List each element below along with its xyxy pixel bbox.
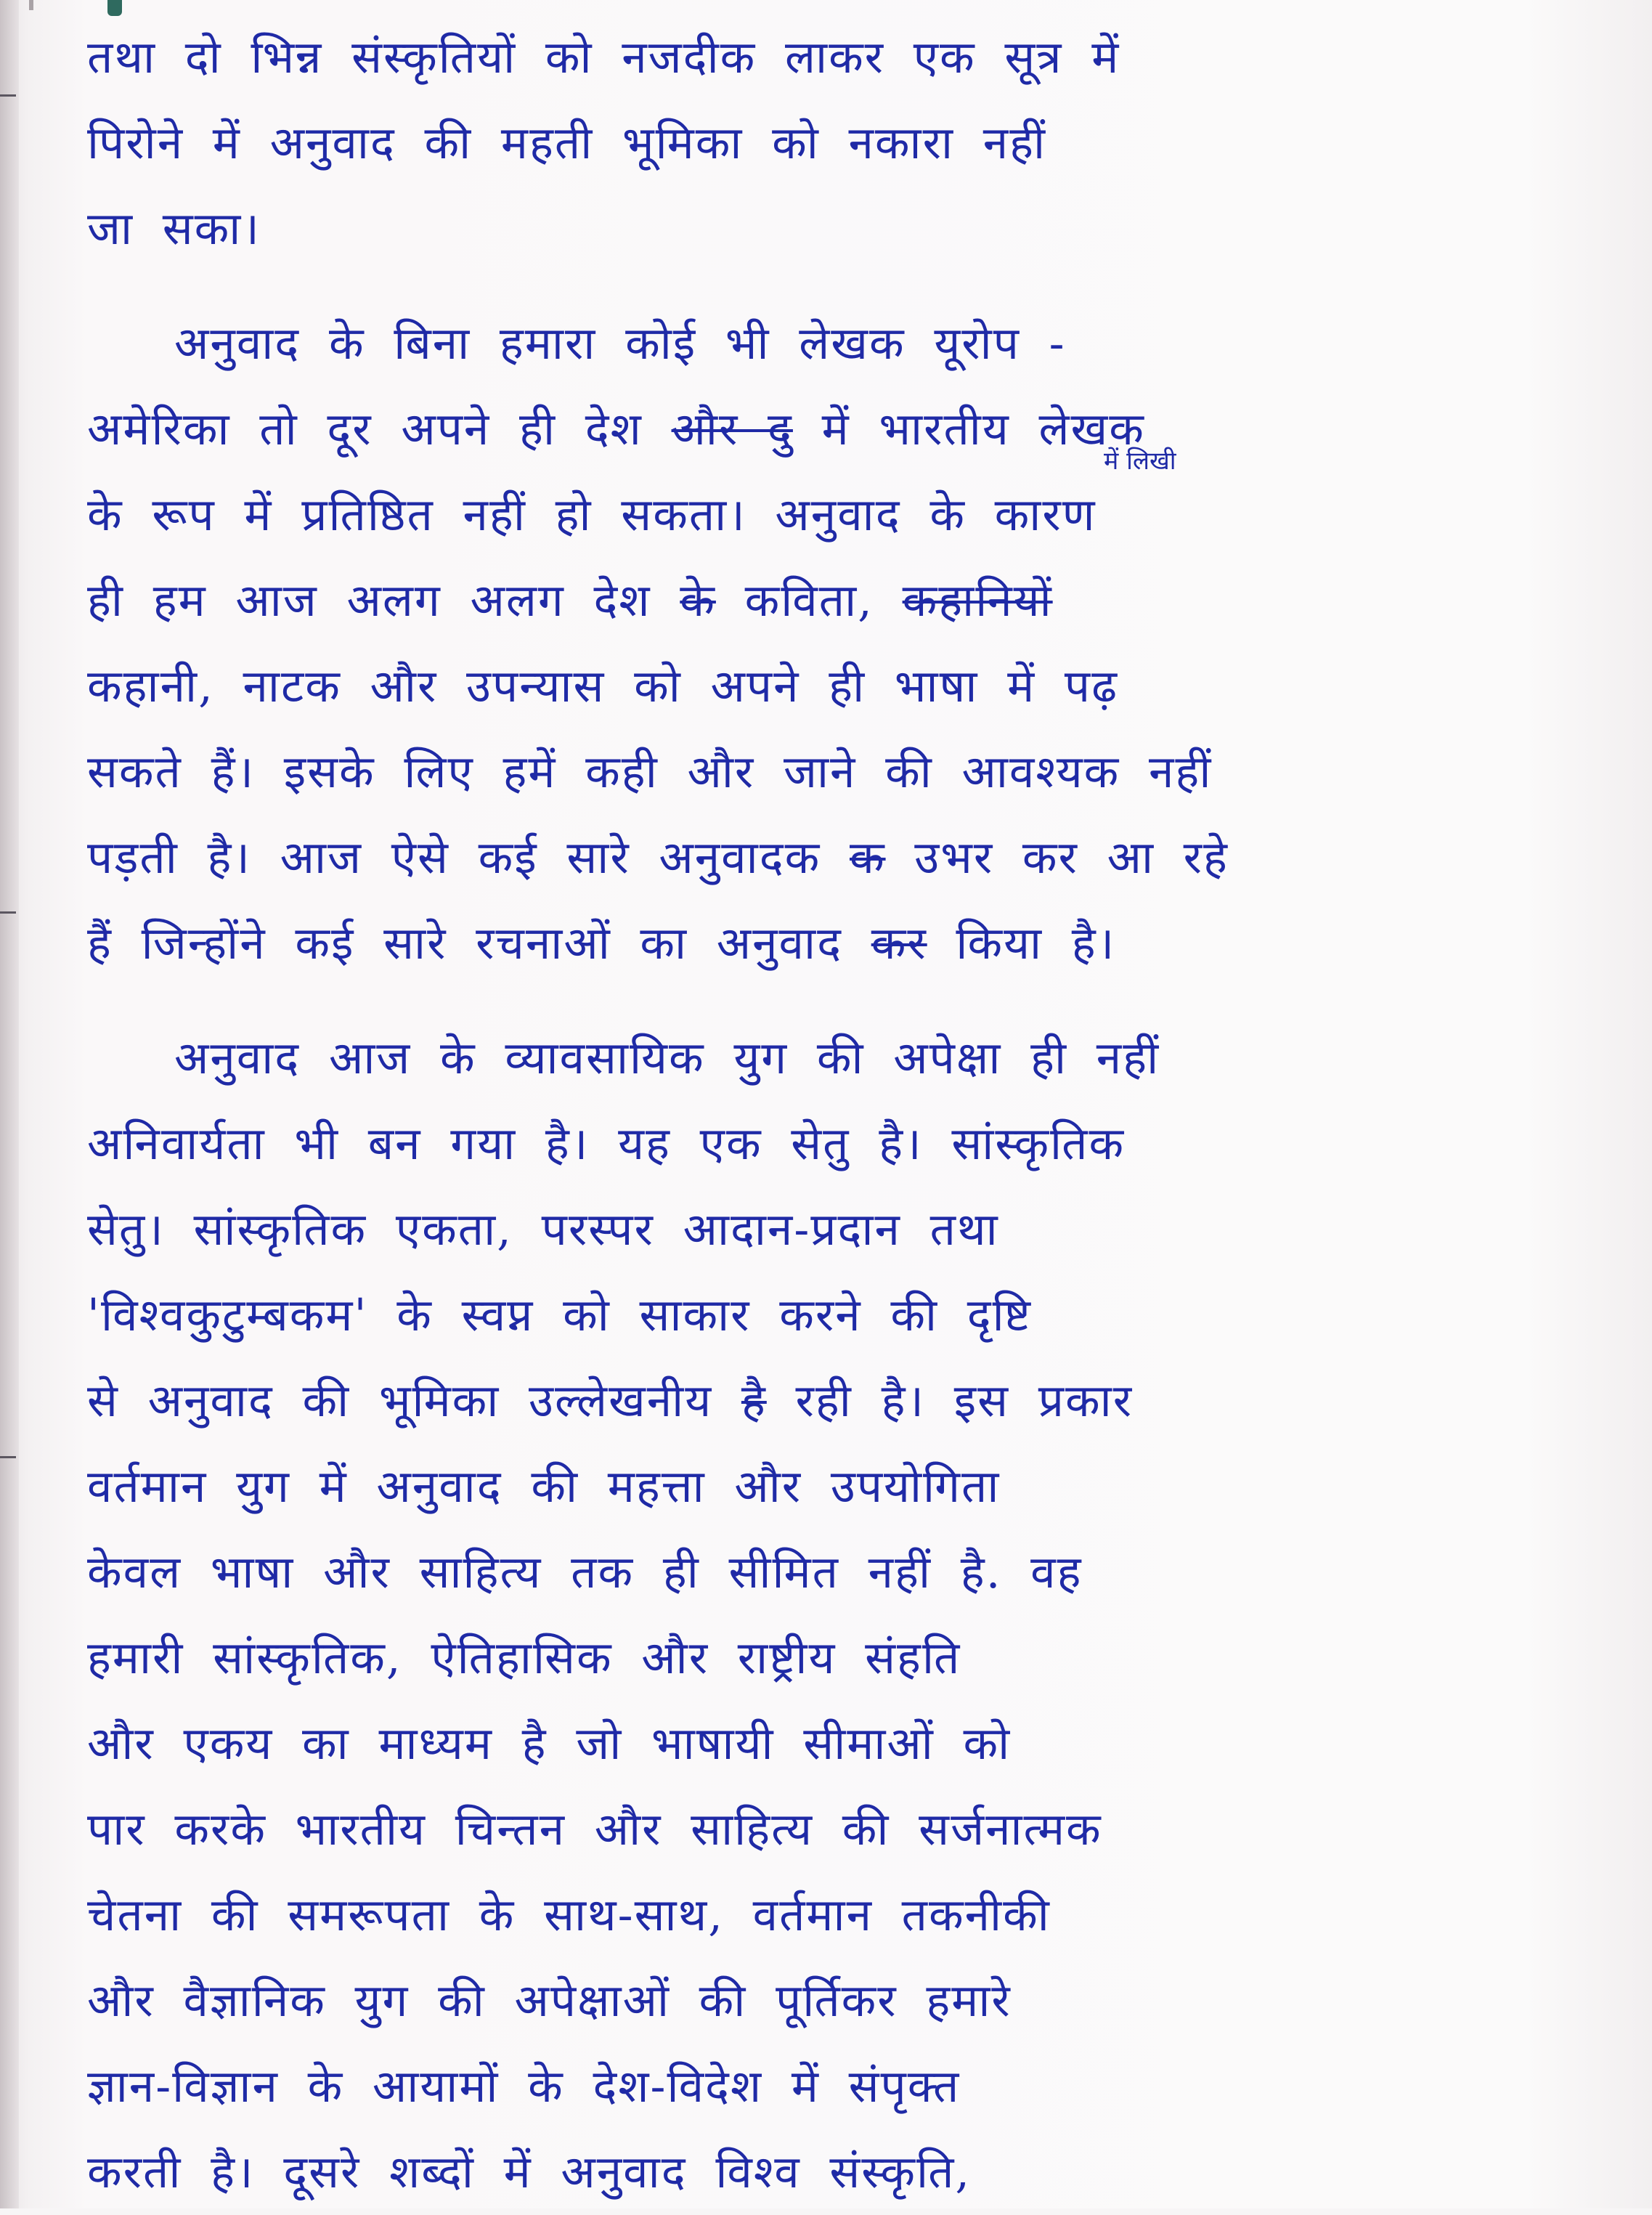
text-line: अनुवाद आज के व्यावसायिक युग की अपेक्षा ही नहीं [174, 1031, 1160, 1084]
text-line: सकते हैं। इसके लिए हमें कही और जाने की आवश्यक नहीं [87, 745, 1213, 798]
text-line: अनिवार्यता भी बन गया है। यह एक सेतु है। सांस्कृतिक [87, 1117, 1126, 1170]
margin-tick [0, 94, 16, 97]
paragraph-gap [87, 986, 1612, 1015]
struck-word: के [680, 574, 716, 627]
text-line: और एकय का माध्यम है जो भाषायी सीमाओं को [87, 1717, 1012, 1770]
text-line: चेतना की समरूपता के साथ-साथ, वर्तमान तकनीकी [87, 1888, 1051, 1941]
text-line: ही हम आज अलग अलग देश के कविता, कहानियों [87, 574, 1053, 627]
handwritten-text [87, 15, 1612, 2215]
text-line: 'विश्वकुटुम्बकम' के स्वप्न को साकार करने की दृष्टि [87, 1288, 1032, 1341]
text-line: पड़ती है। आज ऐसे कई सारे अनुवादक क उभर कर आ रहे [87, 831, 1229, 884]
struck-word: कर [871, 917, 927, 970]
text-line: हैं जिन्होंने कई सारे रचनाओं का अनुवाद कर किया है। [87, 917, 1116, 970]
text-line: हमारी सांस्कृतिक, ऐतिहासिक और राष्ट्रीय संहति [87, 1631, 961, 1684]
text-line: और वैज्ञानिक युग की अपेक्षाओं की पूर्तिकर हमारे [87, 1974, 1012, 2027]
paragraph-gap [87, 272, 1612, 301]
text-line: अमेरिका तो दूर अपने ही देश और दु में भारतीय लेखक [87, 402, 1145, 455]
insertion-note: में लिखी [1104, 447, 1176, 476]
text-line: करती है। दूसरे शब्दों में अनुवाद विश्व संस्कृति, [87, 2145, 972, 2198]
text-line: पिरोने में अनुवाद की महती भूमिका को नकारा नहीं [87, 116, 1047, 169]
struck-word: कहानियों [902, 574, 1053, 627]
text-line: अनुवाद के बिना हमारा कोई भी लेखक यूरोप - [174, 317, 1066, 370]
text-line: सेतु। सांस्कृतिक एकता, परस्पर आदान-प्रदान तथा [87, 1203, 999, 1256]
page-corner-mark [107, 0, 122, 16]
text-line: के रूप में प्रतिष्ठित नहीं हो सकता। अनुवाद के कारण [87, 488, 1096, 541]
struck-word: है [741, 1374, 767, 1427]
text-line: वर्तमान युग में अनुवाद की महत्ता और उपयोगिता [87, 1460, 1001, 1513]
text-line: तथा दो भिन्न संस्कृतियों को नजदीक लाकर एक सूत्र में [87, 31, 1120, 84]
text-line: से अनुवाद की भूमिका उल्लेखनीय है रही है। इस प्रकार [87, 1374, 1134, 1427]
text-line: केवल भाषा और साहित्य तक ही सीमित नहीं है. वह [87, 1545, 1083, 1598]
text-line: जा सका। [87, 202, 261, 255]
text-line: कहानी, नाटक और उपन्यास को अपने ही भाषा में पढ़ [87, 659, 1119, 712]
page-edge-mark [29, 0, 33, 10]
struck-word: और दु [671, 402, 793, 455]
margin-tick [0, 1456, 16, 1458]
struck-word: क [849, 831, 886, 884]
text-line: ज्ञान-विज्ञान के आयामों के देश-विदेश में संपृक्त [87, 2060, 961, 2113]
text-line: पार करके भारतीय चिन्तन और साहित्य की सर्जनात्मक [87, 1803, 1102, 1856]
notebook-binding-edge [0, 0, 19, 2208]
margin-tick [0, 911, 16, 914]
